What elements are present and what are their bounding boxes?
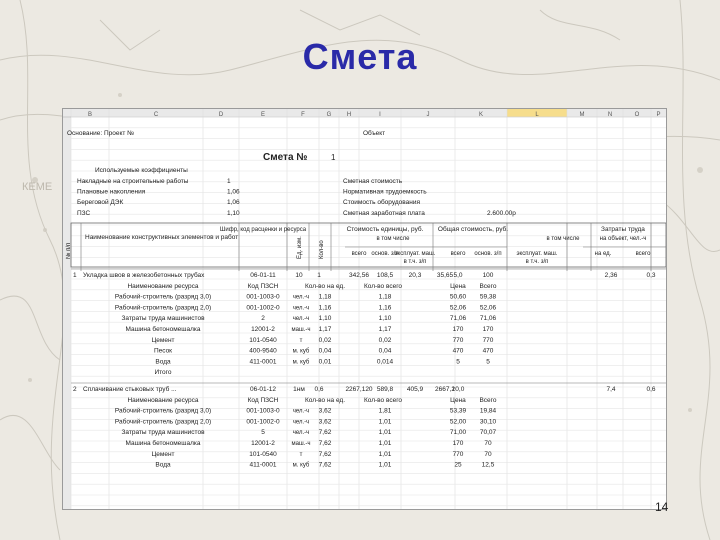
header-unit-cost: Стоимость единицы, руб. [346, 226, 424, 233]
resource-all: 1,18 [378, 293, 392, 301]
resource-code: 12001-2 [251, 326, 275, 333]
resource-unit: м. куб [292, 359, 310, 366]
resource-name: Рабочий-строитель (разряд 2,0) [114, 304, 212, 312]
header-sub-total-2: всего [450, 251, 466, 257]
coefficient-label: Береговой ДЭК [77, 199, 124, 207]
section-number: 2 [73, 386, 77, 393]
header-sub-basic: основ. з/п [371, 251, 399, 257]
page-number: 14 [655, 500, 669, 514]
resource-sum: 70 [484, 450, 492, 458]
resource-header-qty: Кол-во на ед. [304, 396, 346, 404]
resource-name: Рабочий-строитель (разряд 3,0) [114, 293, 212, 301]
resource-name: Машина бетономешалка [125, 326, 201, 333]
resource-all: 1,16 [378, 304, 392, 312]
resource-all: 1,01 [378, 429, 392, 437]
resource-header-name: Наименование ресурса [127, 282, 199, 290]
resource-unit: м. куб [292, 348, 310, 355]
resource-qty: 3,62 [318, 418, 332, 426]
resource-all: 1,01 [378, 418, 392, 426]
resource-name: Песок [153, 347, 173, 355]
header-sub-mach-2: эксплуат. маш. [516, 251, 558, 257]
resource-header-all: Кол-во всего [363, 282, 403, 290]
column-letter: D [218, 112, 224, 118]
section-total-cost: 100 [482, 272, 494, 279]
resource-sum: 5 [486, 358, 490, 366]
coefficient-value: 1,06 [227, 199, 240, 207]
resource-all: 0,02 [378, 336, 392, 344]
resource-sum: 30,10 [479, 418, 497, 426]
spreadsheet-screenshot [62, 108, 667, 510]
section-total-cost: 2,36 [604, 272, 618, 279]
header-of-which: в том числе [376, 236, 410, 242]
section-total-cost: 10,0 [451, 386, 465, 393]
section-total-cost: 0,6 [646, 386, 656, 393]
section-qty: 0,6 [314, 386, 324, 393]
resource-code: 001-1002-0 [246, 418, 280, 426]
resource-price: 52,00 [449, 418, 467, 426]
resource-all: 1,01 [378, 461, 392, 469]
header-name: Наименование конструктивных элементов и работ [85, 234, 239, 241]
resource-qty: 3,62 [318, 407, 332, 415]
section-unit-cost: 2267,120 [345, 386, 373, 393]
resource-all: 1,17 [378, 326, 392, 333]
resource-header-name: Наименование ресурса [127, 396, 199, 404]
resource-code: 411-0001 [249, 461, 277, 469]
resource-header-sum: Всего [479, 282, 497, 290]
section-name: Сплачивание стыковых труб ... [83, 386, 177, 393]
resource-price: 470 [452, 347, 464, 355]
resource-code: 2 [261, 315, 265, 323]
header-total-cost: Общая стоимость, руб. [437, 226, 509, 233]
coefficient-value: 1,10 [227, 209, 240, 217]
resource-price: 50,60 [449, 293, 467, 301]
resource-unit: чел.-ч [292, 294, 310, 301]
section-unit: 10 [295, 272, 303, 279]
header-labor-sub: на объект, чел.-ч [599, 236, 647, 242]
header-sub-mach-zp-2: в т.ч. з/п [525, 259, 549, 265]
resource-qty: 7,62 [318, 450, 332, 458]
resource-qty: 1,17 [318, 326, 332, 333]
total-value: 2.600.00р [487, 209, 516, 217]
coefficient-value: 1 [227, 178, 231, 185]
estimate-sheet [63, 109, 666, 509]
resource-qty: 7,62 [318, 429, 332, 437]
resource-qty: 7,62 [318, 461, 332, 469]
resource-unit: чел.-ч [292, 316, 310, 323]
resource-unit: чел.-ч [292, 419, 310, 426]
resource-unit: чел.-ч [292, 430, 310, 437]
resource-unit: чел.-ч [292, 305, 310, 312]
resource-qty: 0,01 [318, 358, 332, 366]
resource-qty: 7,62 [318, 440, 332, 447]
resource-price: 71,00 [449, 429, 467, 437]
column-letter: M [579, 112, 585, 118]
section-code: 06-01-12 [249, 386, 277, 393]
header-num: № п/п [66, 242, 72, 259]
column-letter: J [426, 112, 430, 118]
resource-name: Рабочий-строитель (разряд 3,0) [114, 407, 212, 415]
header-of-which-2: в том числе [546, 236, 580, 242]
section-code: 06-01-11 [250, 272, 276, 279]
resource-qty: 1,10 [318, 315, 332, 323]
section-unit-cost: 108,5 [376, 272, 394, 279]
resource-header-price: Цена [450, 396, 466, 404]
resource-code: 12001-2 [251, 440, 275, 447]
resource-name: Вода [155, 358, 171, 366]
resource-sum: 12,5 [481, 461, 495, 469]
section-unit-cost: 589,8 [376, 386, 394, 393]
resource-price: 770 [452, 450, 464, 458]
resource-price: 53,39 [449, 407, 467, 415]
resource-header-code: Код ПЗСН [247, 396, 279, 404]
resource-code: 001-1003-0 [246, 407, 280, 415]
object-label: Объект [363, 130, 386, 137]
header-code: Шифр, код расценки и ресурса [219, 227, 307, 233]
resource-all: 1,81 [378, 407, 392, 415]
resource-unit: маш.-ч [291, 327, 311, 333]
section-unit-cost: 405,9 [406, 386, 424, 393]
resource-all: 0,014 [376, 358, 394, 366]
resource-unit: м. куб [292, 462, 310, 469]
resource-all: 1,01 [378, 440, 392, 447]
column-letter: H [346, 112, 352, 118]
column-letter: I [379, 112, 381, 118]
slide-title: Смета [302, 36, 418, 77]
column-letter: K [478, 112, 484, 118]
resource-name: Рабочий-строитель (разряд 2,0) [114, 418, 212, 426]
column-letter: G [326, 112, 332, 118]
resource-sum: 71,06 [479, 315, 497, 323]
resource-all: 1,10 [378, 315, 392, 323]
resource-price: 170 [452, 326, 464, 333]
section-unit-cost: 35,65 [436, 272, 454, 279]
column-letter: E [260, 112, 266, 118]
total-label: Стоимость оборудования [343, 199, 421, 207]
resource-code: 411-0001 [249, 358, 277, 366]
resource-code: 101-0540 [249, 450, 277, 458]
header-unit: Ед. изм. [297, 236, 303, 259]
resource-all: 0,04 [378, 347, 392, 355]
column-letter: B [87, 112, 93, 118]
section-qty: 1 [317, 272, 321, 279]
total-label: Нормативная трудоемкость [343, 188, 427, 196]
resource-name: Машина бетономешалка [125, 440, 201, 447]
resource-sum: 52,06 [479, 304, 497, 312]
total-label: Сметная заработная плата [343, 209, 425, 217]
resource-qty: 1,16 [318, 304, 332, 312]
column-letter: C [153, 112, 159, 118]
total-label: Сметная стоимость [343, 178, 403, 185]
resource-name: Затраты труда машинистов [121, 315, 205, 323]
resource-sum: 19,84 [479, 407, 497, 415]
section-unit: 1нм [293, 386, 305, 393]
resource-code: 001-1002-0 [246, 304, 280, 312]
section-total-cost: 5,0 [453, 272, 463, 279]
resource-name: Цемент [151, 450, 175, 458]
coefficients-header: Используемые коэффициенты [95, 167, 188, 174]
resource-name: Вода [155, 461, 171, 469]
resource-code: 400-9540 [249, 347, 277, 355]
resource-code: 101-0540 [249, 336, 277, 344]
resource-price: 5 [456, 358, 460, 366]
resource-header-all: Кол-во всего [363, 396, 403, 404]
coefficient-label: ПЗС [77, 209, 91, 217]
resource-sum: 470 [482, 347, 494, 355]
header-labor-one: на ед. [594, 251, 612, 257]
resource-price: 71,06 [449, 315, 467, 323]
estimate-title: Смета № [263, 152, 308, 163]
header-labor: Затраты труда [601, 226, 645, 233]
resource-sum: 70,07 [479, 429, 497, 437]
resource-qty: 1,18 [318, 293, 332, 301]
section-total-cost: 0,3 [646, 272, 656, 279]
resource-sum: 70 [484, 440, 492, 447]
row-header-bar [63, 109, 71, 509]
coefficient-label: Плановые накопления [77, 188, 146, 196]
resource-unit: чел.-ч [292, 408, 310, 415]
resource-price: 170 [452, 440, 464, 447]
resource-name: Затраты труда машинистов [121, 429, 205, 437]
resource-price: 770 [452, 336, 464, 344]
resource-name: Цемент [151, 336, 175, 344]
section-total-cost: 7,4 [606, 386, 616, 393]
section-unit-cost: 20,3 [408, 272, 422, 279]
resource-unit: т [299, 337, 303, 344]
resource-sum: 59,38 [479, 293, 497, 301]
resource-header-sum: Всего [479, 396, 497, 404]
section-unit-cost: 2667,2 [435, 386, 455, 393]
resource-unit: т [299, 451, 303, 458]
resource-all: 1,01 [378, 450, 392, 458]
resource-header-price: Цена [450, 282, 466, 290]
coefficient-value: 1,06 [227, 188, 240, 196]
column-letter: O [634, 112, 640, 118]
coefficient-label: Накладные на строительные работы [77, 178, 189, 185]
resource-price: 52,06 [449, 304, 467, 312]
header-sub-total: всего [351, 251, 367, 257]
header-sub-mach-zp: в т.ч. з/п [403, 259, 427, 265]
column-letter: N [607, 112, 613, 118]
resource-sum: 170 [482, 326, 494, 333]
section-name: Укладка швов в железобетонных трубах [83, 272, 205, 279]
resource-qty: 0,04 [318, 347, 332, 355]
resource-code: 001-1003-0 [246, 293, 280, 301]
resource-name: Итого [154, 369, 172, 377]
column-letter: P [656, 112, 661, 118]
header-sub-mach: эксплуат. маш. [394, 251, 436, 257]
estimate-number: 1 [331, 153, 336, 162]
resource-header-qty: Кол-во на ед. [304, 282, 346, 290]
resource-price: 25 [454, 461, 462, 469]
resource-qty: 0,02 [318, 336, 332, 344]
column-letter: F [301, 112, 305, 118]
resource-header-code: Код ПЗСН [247, 282, 279, 290]
section-unit-cost: 342,56 [349, 272, 369, 279]
header-sub-basic-2: основ. з/п [474, 251, 502, 257]
basis-label: Основание: Проект № [67, 130, 135, 137]
resource-code: 5 [261, 429, 265, 437]
resource-sum: 770 [482, 336, 494, 344]
header-labor-all: всего [635, 251, 651, 257]
section-number: 1 [73, 272, 77, 279]
column-letter: L [535, 112, 539, 118]
resource-unit: маш.-ч [291, 441, 311, 447]
header-qty: Кол-во [319, 240, 325, 259]
svg-text:КЕМЕ: КЕМЕ [22, 181, 53, 193]
